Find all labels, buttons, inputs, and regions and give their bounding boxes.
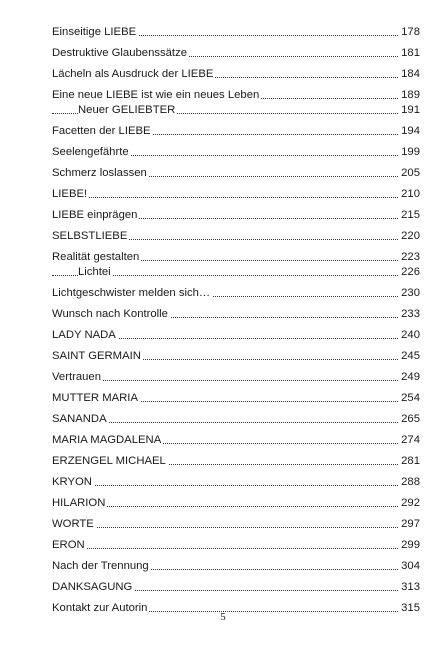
toc-entry-page: 199	[401, 146, 420, 158]
toc-entry-title: WORTE	[52, 518, 94, 530]
toc-entry	[52, 123, 420, 139]
toc-entry	[52, 390, 420, 406]
toc-entry-page: 189	[401, 89, 420, 101]
toc-dot-leader	[52, 197, 420, 198]
toc-entry-page: 313	[401, 581, 420, 593]
toc-entry	[52, 579, 420, 595]
toc-entry	[52, 228, 420, 244]
toc-entry-page: 281	[401, 455, 420, 467]
toc-entry-title: Einseitige LIEBE	[52, 26, 137, 38]
toc-entry-page: 240	[401, 329, 420, 341]
toc-entry-page: 220	[401, 230, 420, 242]
toc-entry	[52, 207, 420, 223]
toc-entry-page: 205	[401, 167, 420, 179]
toc-entry-title: LADY NADA	[52, 329, 116, 341]
toc-entry	[52, 306, 420, 322]
toc-entry-page: 315	[401, 602, 420, 614]
toc-entry	[52, 558, 420, 574]
toc-entry-page: 274	[401, 434, 420, 446]
toc-entry	[52, 411, 420, 427]
toc-entry-title: Vertrauen	[52, 371, 101, 383]
toc-entry-page: 191	[401, 104, 420, 116]
toc-entry	[52, 537, 420, 553]
toc-entry	[52, 66, 420, 82]
toc-entry	[52, 102, 420, 118]
toc-entry-page: 245	[401, 350, 420, 362]
toc-entry-page: 181	[401, 47, 420, 59]
toc-entry-title: SAINT GERMAIN	[52, 350, 141, 362]
toc-entry-title: Neuer GELIEBTER	[78, 104, 176, 116]
toc-entry-title: Destruktive Glaubenssätze	[52, 47, 187, 59]
toc-entry	[52, 186, 420, 202]
toc-entry-page: 184	[401, 68, 420, 80]
toc-entry-page: 249	[401, 371, 420, 383]
toc-entry-title: MARIA MAGDALENA	[52, 434, 162, 446]
toc-entry-title: SELBSTLIEBE	[52, 230, 128, 242]
toc-dot-leader	[52, 380, 420, 381]
toc-entry-page: 210	[401, 188, 420, 200]
toc-entry-title: Realität gestalten	[52, 251, 140, 263]
toc-entry-title: Kontakt zur Autorin	[52, 602, 148, 614]
toc-entry-page: 178	[401, 26, 420, 38]
toc-entry	[52, 144, 420, 160]
toc-entry	[52, 249, 420, 265]
toc-entry	[52, 165, 420, 181]
toc-entry-page: 265	[401, 413, 420, 425]
toc-entry	[52, 87, 420, 103]
toc-dot-leader	[52, 527, 420, 528]
toc-entry	[52, 369, 420, 385]
toc-entry	[52, 453, 420, 469]
toc-entry-title: Facetten der LIEBE	[52, 125, 151, 137]
toc-entry-title: MUTTER MARIA	[52, 392, 138, 404]
toc-entry-page: 292	[401, 497, 420, 509]
toc-entry	[52, 495, 420, 511]
toc-entry-title: Lichtei	[78, 266, 111, 278]
toc-entry-page: 226	[401, 266, 420, 278]
page-number: 5	[220, 611, 226, 623]
toc-entry-page: 223	[401, 251, 420, 263]
toc-entry	[52, 432, 420, 448]
toc-entry-page: 215	[401, 209, 420, 221]
toc-entry-title: Wunsch nach Kontrolle	[52, 308, 168, 320]
toc-entry	[52, 348, 420, 364]
toc-entry-page: 194	[401, 125, 420, 137]
toc-dot-leader	[52, 548, 420, 549]
toc-entry	[52, 474, 420, 490]
toc-entry-page: 254	[401, 392, 420, 404]
toc-dot-leader	[52, 485, 420, 486]
toc-entry-title: Seelengefährte	[52, 146, 129, 158]
toc-entry-title: Eine neue LIEBE ist wie ein neues Leben	[52, 89, 260, 101]
toc-entry	[52, 24, 420, 40]
toc-entry-title: ERZENGEL MICHAEL	[52, 455, 166, 467]
toc-entry-title: LIEBE einprägen	[52, 209, 138, 221]
toc-entry-title: Schmerz loslassen	[52, 167, 147, 179]
toc-entry-title: LIEBE!	[52, 188, 88, 200]
toc-entry-title: DANKSAGUNG	[52, 581, 133, 593]
toc-entry-title: Lichtgeschwister melden sich…	[52, 287, 211, 299]
toc-entry-page: 288	[401, 476, 420, 488]
toc-entry	[52, 45, 420, 61]
toc-entry-page: 233	[401, 308, 420, 320]
toc-entry-page: 297	[401, 518, 420, 530]
toc-entry-page: 299	[401, 539, 420, 551]
toc-entry	[52, 264, 420, 280]
toc-entry-title: Nach der Trennung	[52, 560, 149, 572]
toc-entry-title: Lächeln als Ausdruck der LIEBE	[52, 68, 214, 80]
toc-entry-title: ERON	[52, 539, 85, 551]
toc-entry	[52, 285, 420, 301]
toc-entry-title: HILARION	[52, 497, 106, 509]
toc-entry	[52, 327, 420, 343]
toc-entry-title: KRYON	[52, 476, 92, 488]
toc-entry-page: 304	[401, 560, 420, 572]
toc-entry-page: 230	[401, 287, 420, 299]
toc-entry-title: SANANDA	[52, 413, 107, 425]
toc-entry	[52, 516, 420, 532]
